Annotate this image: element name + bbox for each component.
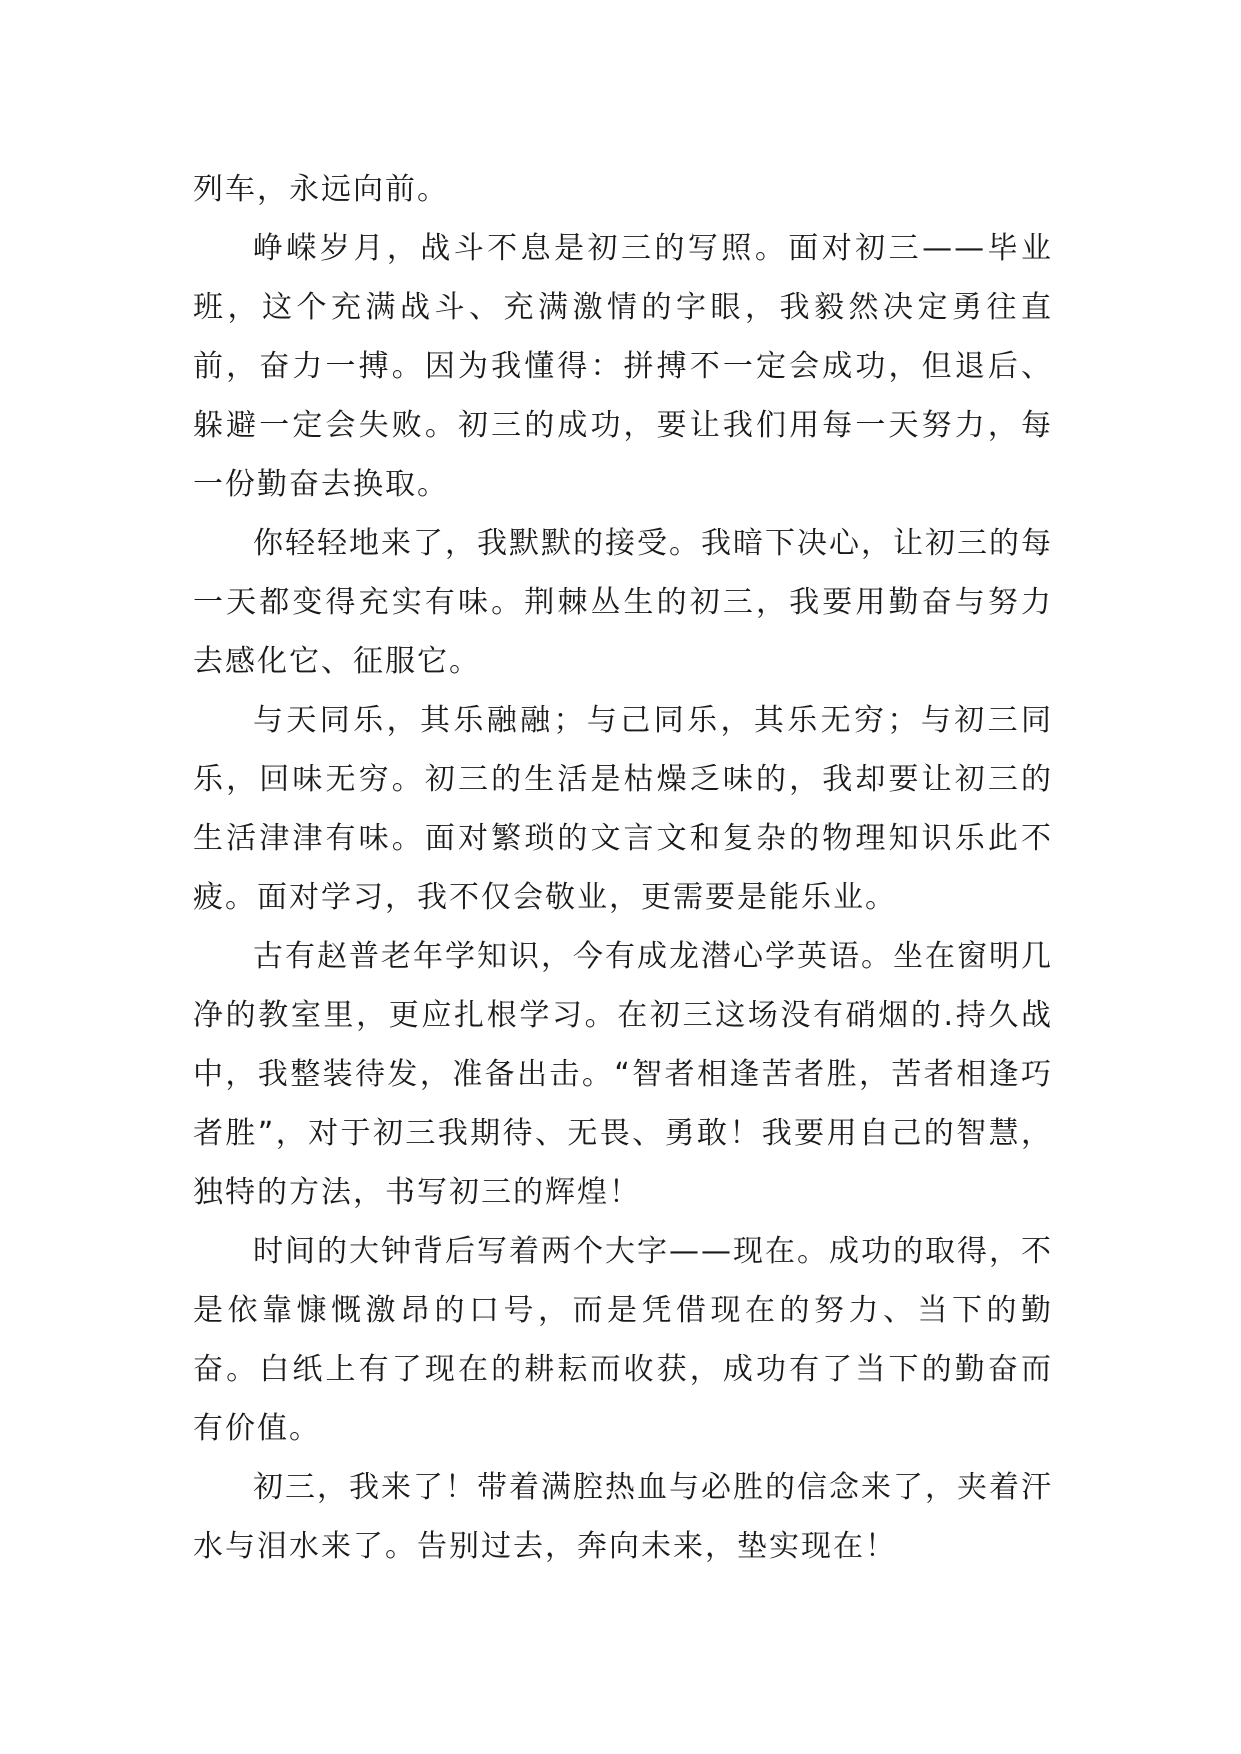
essay-paragraph: 与天同乐，其乐融融；与己同乐，其乐无穷；与初三同乐，回味无穷。初三的生活是枯燥乏味的，我却要让初三的生活津津有味。面对繁琐的文言文和复杂的物理知识乐此不疲。面对学习，我不仅会敬业，更需要是能乐业。	[193, 703, 1053, 915]
essay-paragraph: 峥嵘岁月，战斗不息是初三的写照。面对初三——毕业班，这个充满战斗、充满激情的字眼，我毅然决定勇往直前，奋力一搏。因为我懂得：拼搏不一定会成功，但退后、躲避一定会失败。初三的成功，要让我们用每一天努力，每一份勤奋去换取。	[193, 231, 1053, 502]
essay-paragraph: 你轻轻地来了，我默默的接受。我暗下决心，让初三的每一天都变得充实有味。荆棘丛生的初三，我要用勤奋与努力去感化它、征服它。	[193, 526, 1053, 679]
essay-paragraph: 时间的大钟背后写着两个大字——现在。成功的取得，不是依靠慷慨激昂的口号，而是凭借现在的努力、当下的勤奋。白纸上有了现在的耕耘而收获，成功有了当下的勤奋而有价值。	[193, 1234, 1053, 1446]
essay-body	[193, 160, 1053, 1576]
essay-paragraph: 列车，永远向前。	[193, 172, 449, 207]
essay-paragraph: 古有赵普老年学知识，今有成龙潜心学英语。坐在窗明几净的教室里，更应扎根学习。在初三这场没有硝烟的.持久战中，我整装待发，准备出击。“智者相逢苦者胜，苦者相逢巧者胜”，对于初三我期待、无畏、勇敢！我要用自己的智慧，独特的方法，书写初三的辉煌！	[193, 939, 1053, 1210]
essay-paragraph: 初三，我来了！带着满腔热血与必胜的信念来了，夹着汗水与泪水来了。告别过去，奔向未来，垫实现在！	[193, 1470, 1053, 1564]
